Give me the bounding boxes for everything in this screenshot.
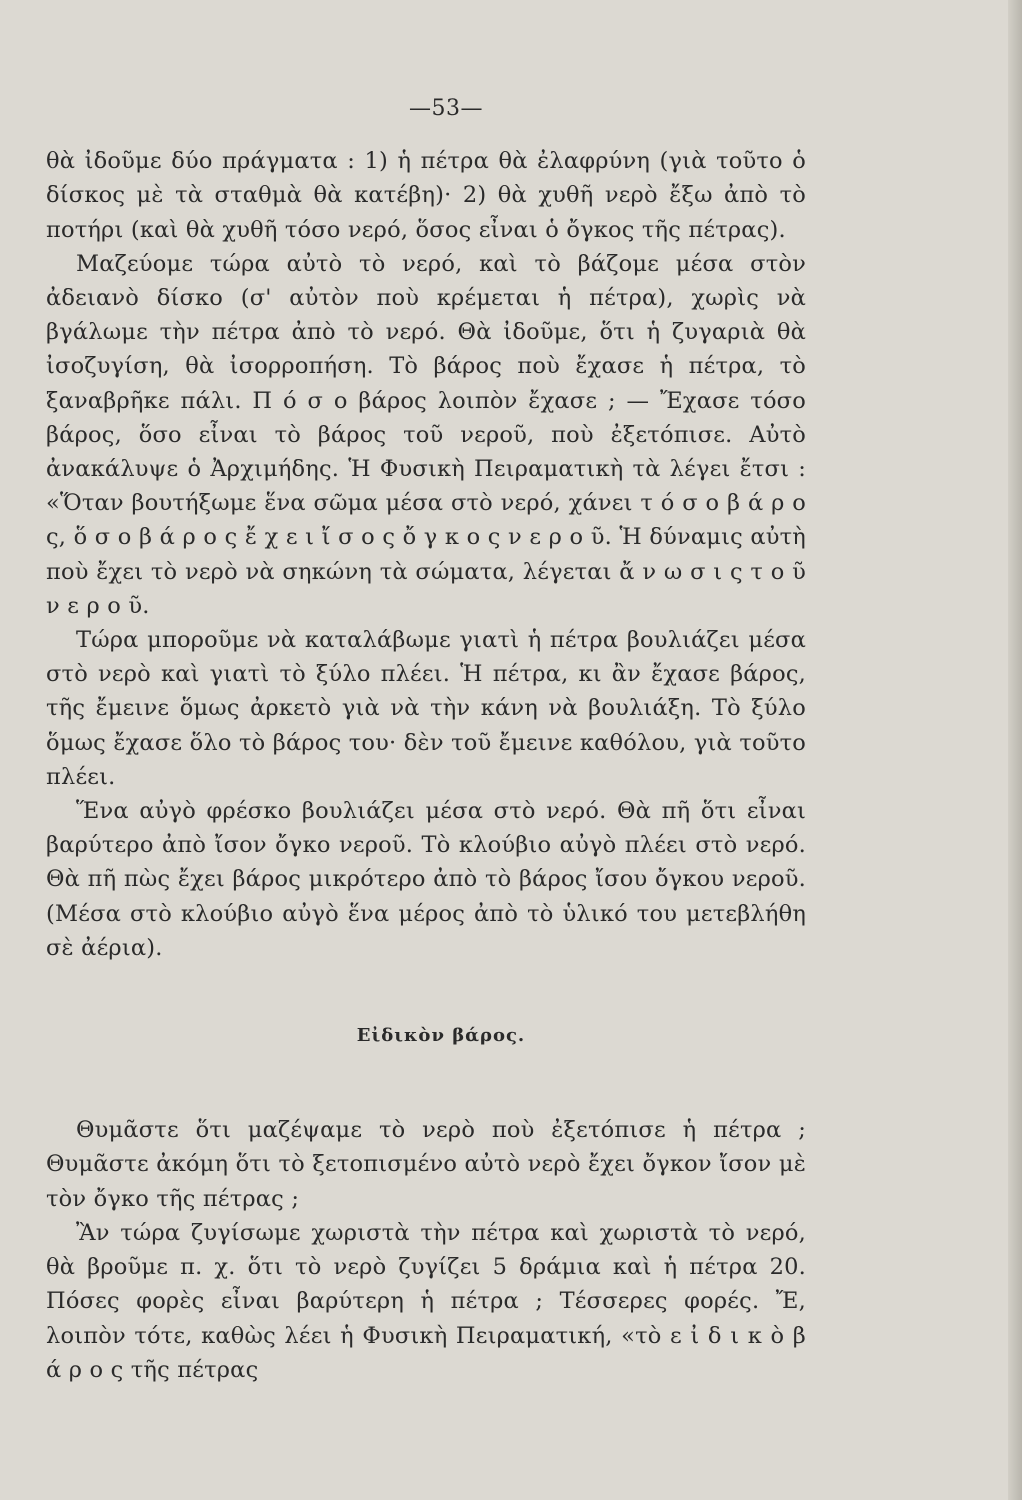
- page-number: —53—: [409, 96, 483, 121]
- paragraph-2: Μαζεύομε τώρα αὐτὸ τὸ νερό, καὶ τὸ βάζομε μέσα στὸν ἀδειανὸ δίσκο (σ' αὐτὸν ποὺ κρέμεται ἡ πέτρα), χωρὶς νὰ βγάλωμε τὴν πέτρα ἀπὸ τὸ νερό. Θὰ ἰδοῦμε, ὅτι ἡ ζυγαριὰ θὰ ἰσοζυγίση, θὰ ἰσορροπήση. Τὸ βάρος ποὺ ἔχασε ἡ πέτρα, τὸ ξαναβρῆκε πάλι. Π ό σ ο βάρος λοιπὸν ἔχασε ; — Ἔχασε τόσο βάρος, ὅσο εἶναι τὸ βάρος τοῦ νεροῦ, ποὺ ἐξετόπισε. Αὐτὸ ἀνακάλυψε ὁ Ἀρχιμήδης. Ἡ Φυσικὴ Πειραματικὴ τὰ λέγει ἔτσι : «Ὅταν βουτήξωμε ἕνα σῶμα μέσα στὸ νερό, χάνει τ ό σ ο β ά ρ ο ς, ὅ σ ο β ά ρ ο ς ἔ χ ε ι ἴ σ ο ς ὄ γ κ ο ς ν ε ρ ο ῦ. Ἡ δύναμις αὐτὴ ποὺ ἔχει τὸ νερὸ νὰ σηκώνη τὰ σώματα, λέγεται ἄ ν ω σ ι ς τ ο ῦ ν ε ρ ο ῦ.: [46, 250, 806, 619]
- paragraph-5: Θυμᾶστε ὅτι μαζέψαμε τὸ νερὸ ποὺ ἐξετόπισε ἡ πέτρα ; Θυμᾶστε ἀκόμη ὅτι τὸ ξετοπισμένο αὐτὸ νερὸ ἔχει ὄγκον ἴσον μὲ τὸν ὄγκο τῆς πέτρας ;: [46, 1117, 806, 1212]
- paragraph-4: Ἕνα αὐγὸ φρέσκο βουλιάζει μέσα στὸ νερό. Θὰ πῆ ὅτι εἶναι βαρύτερο ἀπὸ ἴσον ὄγκο νεροῦ. Τὸ κλούβιο αὐγὸ πλέει στὸ νερό. Θὰ πῆ πὼς ἔχει βάρος μικρότερο ἀπὸ τὸ βάρος ἴσου ὄγκου νεροῦ. (Μέσα στὸ κλούβιο αὐγὸ ἕνα μέρος ἀπὸ τὸ ὑλικό του μετεβλήθη σὲ ἀέρια).: [46, 798, 806, 961]
- section-heading: Εἰδικὸν βάρος.: [356, 1025, 526, 1047]
- page-spine-shadow: [1008, 0, 1022, 1500]
- paragraph-1: θὰ ἰδοῦμε δύο πράγματα : 1) ἡ πέτρα θὰ ἐλαφρύνη (γιὰ τοῦτο ὁ δίσκος μὲ τὰ σταθμὰ θὰ κατέβη)· 2) θὰ χυθῆ νερὸ ἔξω ἀπὸ τὸ ποτήρι (καὶ θὰ χυθῆ τόσο νερό, ὅσος εἶναι ὁ ὄγκος τῆς πέτρας).: [46, 148, 806, 243]
- paragraph-6: Ἂν τώρα ζυγίσωμε χωριστὰ τὴν πέτρα καὶ χωριστὰ τὸ νερό, θὰ βροῦμε π. χ. ὅτι τὸ νερὸ ζυγίζει 5 δράμια καὶ ἡ πέτρα 20. Πόσες φορὲς εἶναι βαρύτερη ἡ πέτρα ; Τέσσερες φορές. Ἔ, λοιπὸν τότε, καθὼς λέει ἡ Φυσικὴ Πειραματική, «τὸ ε ἰ δ ι κ ὸ β ά ρ ο ς τῆς πέτρας: [46, 1219, 806, 1383]
- page-text: [46, 92, 806, 1387]
- paragraph-3: Τώρα μποροῦμε νὰ καταλάβωμε γιατὶ ἡ πέτρα βουλιάζει μέσα στὸ νερὸ καὶ γιατὶ τὸ ξύλο πλέει. Ἡ πέτρα, κι ἂν ἔχασε βάρος, τῆς ἔμεινε ὅμως ἀρκετὸ γιὰ νὰ τὴν κάνη νὰ βουλιάξη. Τὸ ξύλο ὅμως ἔχασε ὅλο τὸ βάρος του· δὲν τοῦ ἔμεινε καθόλου, γιὰ τοῦτο πλέει.: [46, 627, 806, 790]
